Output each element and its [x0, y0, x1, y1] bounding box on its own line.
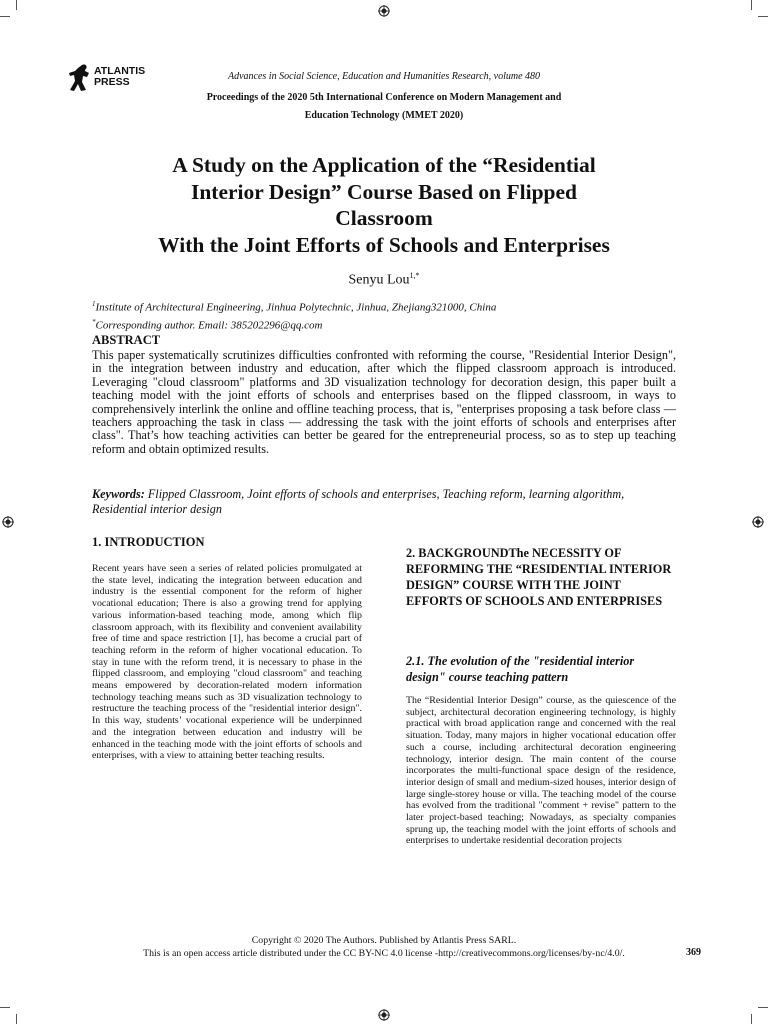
keywords	[92, 487, 676, 517]
proceedings-line-1: Proceedings of the 2020 5th International Conference on Modern Management and	[206, 92, 562, 103]
section-1-heading: 1. INTRODUCTION	[92, 535, 205, 549]
author-line	[60, 271, 708, 289]
corresponding-text: Corresponding author. Email: 385202296@qq.com	[95, 319, 323, 332]
registration-mark-icon	[378, 1009, 390, 1021]
keywords-text: Flipped Classroom, Joint efforts of schools and enterprises, Teaching reform, learning algorithm, Residential interior design	[92, 487, 625, 516]
affiliation-text: Institute of Architectural Engineering, Jinhua Polytechnic, Jinhua, Zhejiang321000, China	[95, 301, 497, 314]
title-line-2: Interior Design” Course Based on Flipped	[190, 179, 578, 204]
crop-mark	[758, 1007, 768, 1018]
corresponding-superscript: *	[92, 317, 96, 326]
journal-header: Advances in Social Science, Education and Humanities Research, volume 480	[227, 71, 541, 82]
title-line-4: With the Joint Efforts of Schools and Enterprises	[158, 232, 610, 257]
section-2-heading: 2. BACKGROUNDThe NECESSITY OF REFORMING THE “RESIDENTIAL INTERIOR DESIGN” COURSE WITH THE JOINT EFFORTS OF SCHOOLS AND ENTERPRISES	[406, 546, 672, 608]
proceedings-header	[150, 89, 618, 125]
proceedings-line-2: Education Technology (MMET 2020)	[304, 110, 464, 121]
abstract-text: This paper systematically scrutinizes difficulties confronted with reforming the course, "Residential Interior Design", in the integration between industry and education, after which the flipped classroom approach is introduced. Leveraging "cloud classroom" platforms and 3D visualization technology for decoration design, this paper built a teaching model with the joint efforts of schools and enterprises based on the flipped classroom, in ways to comprehensively interlink the online and offline teaching process, that is, "enterprises proposing a task before class — teachers approaching the task in class — addressing the task with the joint efforts of schools and enterprises after class". That’s how teaching activities can better be geared for the entrepreneurial process, so as to step up teaching reform and obtain optimized results.	[92, 348, 676, 456]
section-2-1-heading: 2.1. The evolution of the "residential interior design" course teaching pattern	[406, 654, 635, 684]
corresponding-line	[92, 315, 692, 333]
crop-mark	[751, 0, 762, 10]
license-line: This is an open access article distributed under the CC BY-NC 4.0 license -http://creativecommons.org/licenses/by-nc/4.0/.	[143, 948, 625, 959]
title-line-1: A Study on the Application of the “Residential	[172, 153, 596, 177]
crop-mark	[758, 16, 768, 27]
registration-mark-icon	[378, 5, 390, 17]
crop-mark	[0, 16, 10, 27]
keywords-label: Keywords:	[92, 487, 145, 501]
atlantis-figure-icon	[68, 63, 92, 93]
section-1-text: Recent years have seen a series of related policies promulgated at the state level, indicating the integration between education and industry is the essential component for the reform of higher vocational education; There is also a growing trend for applying various information-based teaching mode, among which flip classroom approach, with its flexibility and convenient availability free of time and space restriction [1], has become a crucial part of teaching reform in the reform of higher vocational education. To stay in tune with the reform trend, it is necessary to phase in the flipped classroom, and employing "cloud classroom" and teaching means empowered by decoration-related modern information technology teaching means such as 3D visualization technology to restructure the teaching process of the "residential interior design". In this way, students’ vocational experience will be underpinned and the integration between education and industry will be enhanced in the teaching mode with the joint efforts of schools and enterprises, with a view to attaining better teaching results.	[92, 563, 362, 762]
page-number: 369	[686, 947, 701, 958]
crop-mark	[16, 1014, 27, 1024]
author-name: Senyu Lou	[348, 272, 410, 288]
author-superscript: 1,*	[409, 271, 420, 280]
paper-title	[60, 152, 708, 258]
title-line-3: Classroom	[335, 206, 433, 230]
logo-line-1: ATLANTIS	[94, 65, 146, 77]
copyright-line: Copyright © 2020 The Authors. Published by Atlantis Press SARL.	[251, 935, 517, 946]
logo-text	[94, 66, 145, 88]
section-2-1-text: The “Residential Interior Design” course, as the quiescence of the subject, architectural decoration engineering technology, is highly practical with broad application range and concerned with the real situation. Today, many majors in higher vocational education offer such a course, including architectural decoration engineering technology, interior design. The main content of the course incorporates the multi-functional space design of the residence, interior design of small and medium-sized houses, interior design of large single-storey house or villa. The teaching model of the course has evolved from the traditional "comment + revise" pattern to the later project-based teaching; Nowadays, as specialty companies sprung up, the teaching model with the joint efforts of schools and enterprises to undertake residential decoration projects	[406, 695, 676, 847]
registration-mark-icon	[752, 516, 764, 528]
crop-mark	[0, 1007, 10, 1018]
abstract-heading: ABSTRACT	[92, 333, 161, 347]
affiliation-line	[92, 297, 692, 315]
affiliation-block	[92, 297, 692, 332]
registration-mark-icon	[2, 516, 14, 528]
crop-mark	[16, 0, 27, 10]
affiliation-superscript: 1	[92, 300, 96, 308]
logo-line-2: PRESS	[94, 76, 130, 88]
